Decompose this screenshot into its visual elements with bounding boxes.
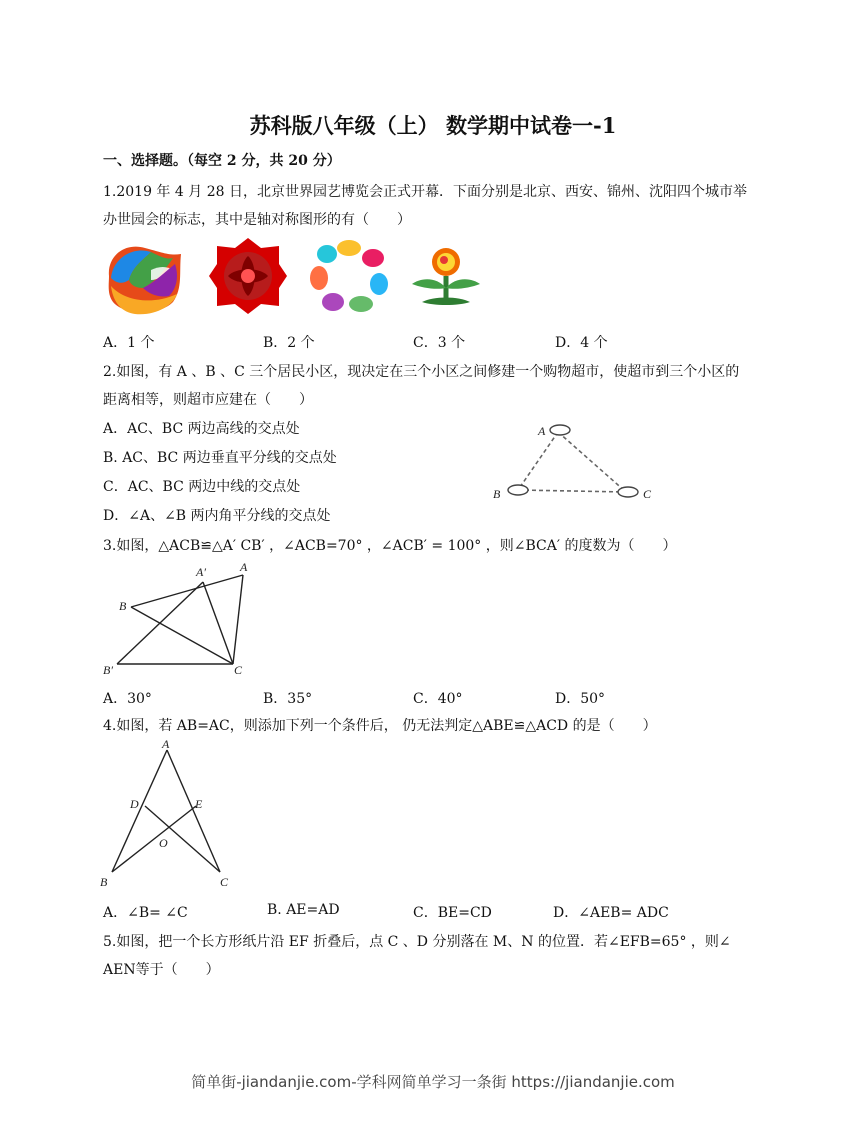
q4-option-d: D．∠AEB= ADC [553,905,669,921]
q2-label-b: B [493,487,501,501]
q4-label-a: A [162,737,170,751]
q2-label-a: A [538,424,546,438]
q3-triangle-figure [103,560,263,680]
q1-option-c: C．3 个 [413,335,466,351]
q4-option-a: A．∠B= ∠C [103,905,188,921]
q2-text-line2: 距离相等，则超市应建在（ ） [103,392,313,408]
footer-watermark: 简单街-jiandanjie.com-学科网简单学习一条街 https://jiandanjie.com [191,1073,675,1091]
q1-text-line1: 1.2019 年 4 月 28 日，北京世界园艺博览会正式开幕．下面分别是北京、西安、锦州、沈阳四个城市举 [103,184,747,200]
q1-option-d: D．4 个 [555,335,608,351]
q3-option-b: B．35° [263,691,313,707]
q3-text-line1: 3.如图，△ACB≌△A′ CB′ ，∠ACB=70° ，∠ACB′ = 100° ，则∠BCA′ 的度数为（ ） [103,538,677,554]
q2-option-c: C．AC、BC 两边中线的交点处 [103,479,301,495]
q4-figure [100,738,240,890]
shenyang-logo [408,236,484,314]
q4-option-c: C．BE=CD [413,905,492,921]
q3-option-a: A．30° [103,691,152,707]
q4-text-line1: 4.如图，若 AB=AC，则添加下列一个条件后， 仍无法判定△ABE≌△ACD 的是（ ） [103,718,657,734]
q3-label-a-prime: A′ [196,565,206,579]
page-title: 苏科版八年级（上） 数学期中试卷一-1 [249,113,617,138]
q1-option-a: A．1 个 [103,335,155,351]
q2-option-a: A．AC、BC 两边高线的交点处 [103,421,300,437]
q4-label-b: B [100,875,108,889]
q2-label-c: C [643,487,652,501]
q3-label-b: B [119,599,127,613]
q4-label-e: E [195,797,203,811]
q3-option-d: D．50° [555,691,606,707]
q1-text-line2: 办世园会的标志，其中是轴对称图形的有（ ） [103,212,411,228]
q3-option-c: C．40° [413,691,463,707]
q3-label-a: A [240,560,248,574]
section-heading: 一、选择题。（每空 2 分，共 20 分） [103,153,341,169]
q2-text-line1: 2.如图，有 A 、B 、C 三个居民小区，现决定在三个小区之间修建一个购物超市，使超市到三个小区的 [103,364,740,380]
q5-text-line1: 5.如图，把一个长方形纸片沿 EF 折叠后，点 C 、D 分别落在 M、N 的位置．若∠EFB=65° ，则∠ [103,934,731,950]
q4-label-o: O [159,836,168,850]
q2-option-b: B. AC、BC 两边垂直平分线的交点处 [103,450,337,466]
q3-label-c: C [234,663,243,677]
q3-label-b-prime: B′ [103,663,113,677]
xian-logo [209,236,287,316]
q2-triangle-figure [488,418,658,508]
q4-option-b: B. AE=AD [267,902,340,918]
q1-option-b: B．2 个 [263,335,315,351]
jinzhou-logo [309,236,389,314]
q4-label-d: D [130,797,139,811]
beijing-logo [103,236,185,318]
q2-option-d: D．∠A、∠B 两内角平分线的交点处 [103,508,331,524]
q4-label-c: C [220,875,229,889]
q5-text-line2: AEN等于（ ） [103,962,220,978]
